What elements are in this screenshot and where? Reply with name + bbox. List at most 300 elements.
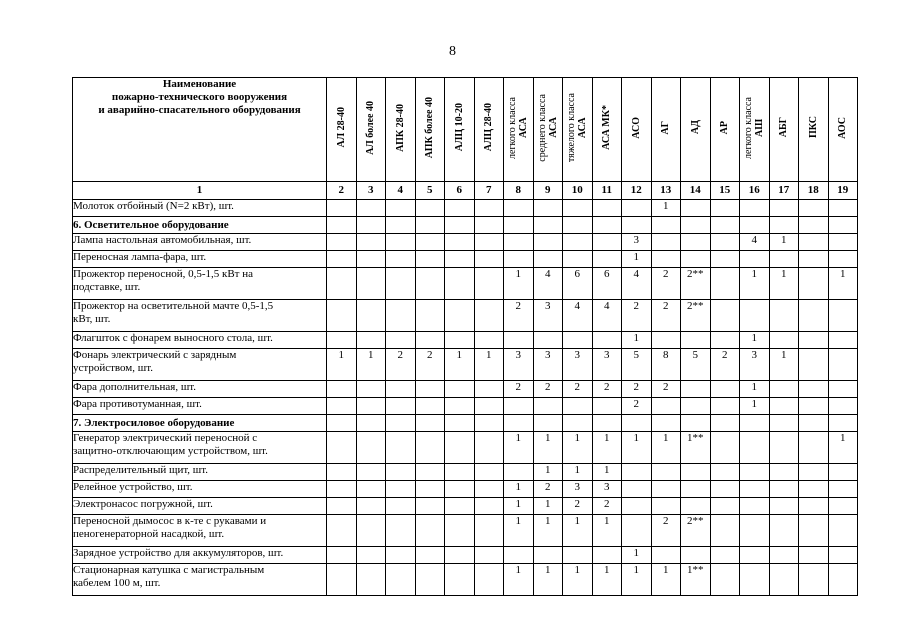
section-row (73, 415, 858, 432)
item-name-line: Прожектор переносной, 0,5-1,5 кВт на (73, 268, 254, 280)
table-cell (681, 415, 711, 432)
quantity-cell (799, 268, 829, 300)
quantity-cell (651, 251, 681, 268)
column-number: 6 (445, 182, 475, 200)
item-name (73, 515, 327, 547)
table-cell (799, 217, 829, 234)
item-name-line: Генератор электрический переносной с (73, 432, 258, 444)
column-header-line: легкого класса (507, 96, 519, 159)
quantity-cell (356, 547, 386, 564)
column-number: 4 (386, 182, 416, 200)
quantity-cell (474, 300, 504, 332)
quantity-cell (445, 432, 475, 464)
table-cell (622, 217, 652, 234)
quantity-cell (681, 234, 711, 251)
quantity-cell (327, 547, 357, 564)
quantity-cell (533, 332, 563, 349)
quantity-cell: 3 (533, 300, 563, 332)
quantity-cell (415, 234, 445, 251)
quantity-cell (622, 200, 652, 217)
quantity-cell (681, 481, 711, 498)
item-name (73, 251, 327, 268)
quantity-cell (799, 200, 829, 217)
quantity-cell: 1 (828, 268, 858, 300)
quantity-cell (799, 332, 829, 349)
quantity-cell (828, 464, 858, 481)
quantity-cell (356, 498, 386, 515)
quantity-cell (622, 464, 652, 481)
quantity-cell (504, 200, 534, 217)
section-title: 7. Электросиловое оборудование (73, 415, 327, 432)
table-cell (563, 217, 593, 234)
quantity-cell: 4 (592, 300, 622, 332)
column-header (386, 78, 416, 182)
item-name (73, 332, 327, 349)
table-cell (622, 415, 652, 432)
table-row (73, 464, 858, 481)
quantity-cell: 2 (563, 498, 593, 515)
quantity-cell (828, 381, 858, 398)
column-header-label (507, 97, 529, 159)
column-number: 16 (740, 182, 770, 200)
column-header-line: АЛЦ 10-20 (453, 103, 465, 152)
quantity-cell: 1 (740, 332, 770, 349)
quantity-cell (445, 332, 475, 349)
quantity-cell (386, 381, 416, 398)
quantity-cell (533, 200, 563, 217)
quantity-cell (327, 268, 357, 300)
quantity-cell (415, 547, 445, 564)
header-name-line: и аварийно-спасательного оборудования (98, 104, 301, 116)
quantity-cell (415, 200, 445, 217)
quantity-cell (681, 398, 711, 415)
quantity-cell (415, 464, 445, 481)
quantity-cell (356, 234, 386, 251)
quantity-cell (504, 251, 534, 268)
quantity-cell (445, 200, 475, 217)
table-cell (327, 415, 357, 432)
quantity-cell (799, 547, 829, 564)
quantity-cell (356, 251, 386, 268)
column-header (769, 78, 799, 182)
quantity-cell: 2 (651, 381, 681, 398)
table-body (73, 200, 858, 596)
quantity-cell (592, 547, 622, 564)
table-cell (474, 415, 504, 432)
column-header-line: АСА (547, 117, 559, 138)
quantity-cell (740, 251, 770, 268)
table-row (73, 349, 858, 381)
quantity-cell (327, 515, 357, 547)
table-cell (415, 415, 445, 432)
column-header-line: АЛЦ 28-40 (483, 103, 495, 152)
quantity-cell: 3 (592, 481, 622, 498)
quantity-cell (799, 564, 829, 596)
quantity-cell (327, 300, 357, 332)
table-cell (740, 415, 770, 432)
quantity-cell: 2** (681, 300, 711, 332)
quantity-cell: 3 (504, 349, 534, 381)
quantity-cell (504, 332, 534, 349)
quantity-cell: 1 (533, 564, 563, 596)
quantity-cell: 6 (592, 268, 622, 300)
quantity-cell (356, 332, 386, 349)
table-cell (592, 415, 622, 432)
quantity-cell: 1 (563, 515, 593, 547)
quantity-cell (710, 398, 740, 415)
item-name-line: кабелем 100 м, шт. (73, 577, 161, 589)
quantity-cell (445, 498, 475, 515)
quantity-cell: 2** (681, 268, 711, 300)
table-cell (563, 415, 593, 432)
quantity-cell: 1 (622, 332, 652, 349)
quantity-cell (828, 398, 858, 415)
quantity-cell: 3 (740, 349, 770, 381)
column-header (592, 78, 622, 182)
quantity-cell (415, 268, 445, 300)
quantity-cell (828, 251, 858, 268)
item-name-line: Зарядное устройство для аккумуляторов, шт. (73, 547, 284, 559)
quantity-cell (356, 432, 386, 464)
column-header-label (365, 101, 376, 155)
item-name-line: Переносной дымосос в к-те с рукавами и (73, 515, 267, 527)
table-cell (828, 217, 858, 234)
quantity-cell (592, 200, 622, 217)
quantity-cell (504, 234, 534, 251)
quantity-cell: 2 (710, 349, 740, 381)
quantity-cell (799, 234, 829, 251)
item-name-line: Электронасос погружной, шт. (73, 498, 213, 510)
quantity-cell: 1 (356, 349, 386, 381)
quantity-cell (386, 300, 416, 332)
quantity-cell (769, 381, 799, 398)
column-header-line: АПК более 40 (424, 96, 436, 159)
quantity-cell (445, 547, 475, 564)
column-header-label (454, 103, 465, 151)
quantity-cell: 1 (769, 349, 799, 381)
table-row (73, 332, 858, 349)
column-number: 2 (327, 182, 357, 200)
quantity-cell: 2 (563, 381, 593, 398)
quantity-cell (799, 464, 829, 481)
quantity-cell (504, 464, 534, 481)
quantity-cell (386, 432, 416, 464)
quantity-cell (474, 498, 504, 515)
quantity-cell (681, 251, 711, 268)
header-name-cell (73, 78, 327, 182)
quantity-cell: 2 (622, 381, 652, 398)
quantity-cell (327, 332, 357, 349)
quantity-cell (327, 251, 357, 268)
quantity-cell (327, 432, 357, 464)
column-number: 10 (563, 182, 593, 200)
quantity-cell (681, 498, 711, 515)
quantity-cell: 2 (592, 381, 622, 398)
quantity-cell (710, 498, 740, 515)
quantity-cell (415, 332, 445, 349)
item-name-line: Релейное устройство, шт. (73, 481, 193, 493)
table-cell (681, 217, 711, 234)
quantity-cell (769, 432, 799, 464)
quantity-cell: 8 (651, 349, 681, 381)
item-name (73, 234, 327, 251)
column-header (799, 78, 829, 182)
item-name (73, 381, 327, 398)
quantity-cell (681, 547, 711, 564)
quantity-cell (415, 381, 445, 398)
quantity-cell (651, 481, 681, 498)
quantity-cell: 1 (504, 515, 534, 547)
quantity-cell: 2 (622, 398, 652, 415)
quantity-cell (386, 234, 416, 251)
quantity-cell: 1 (622, 564, 652, 596)
quantity-cell (592, 332, 622, 349)
table-row (73, 547, 858, 564)
quantity-cell (445, 268, 475, 300)
quantity-cell (681, 200, 711, 217)
quantity-cell: 1** (681, 564, 711, 596)
column-number: 15 (710, 182, 740, 200)
quantity-cell (445, 398, 475, 415)
column-header (563, 78, 593, 182)
quantity-cell (740, 464, 770, 481)
table-cell (474, 217, 504, 234)
table-cell (828, 415, 858, 432)
quantity-cell (710, 381, 740, 398)
quantity-cell (799, 398, 829, 415)
column-header-label (336, 107, 347, 148)
quantity-cell: 2 (533, 481, 563, 498)
quantity-cell (799, 349, 829, 381)
item-name-line: Фонарь электрический с зарядным (73, 349, 237, 361)
quantity-cell: 5 (622, 349, 652, 381)
quantity-cell (740, 300, 770, 332)
quantity-cell: 2 (592, 498, 622, 515)
quantity-cell (799, 515, 829, 547)
quantity-cell (386, 481, 416, 498)
column-header (533, 78, 563, 182)
quantity-cell (740, 481, 770, 498)
quantity-cell: 1 (592, 464, 622, 481)
item-name-line: пеногенераторной насадкой, шт. (73, 528, 225, 540)
column-header (474, 78, 504, 182)
quantity-cell: 4 (533, 268, 563, 300)
table-row (73, 234, 858, 251)
quantity-cell (563, 234, 593, 251)
quantity-cell (356, 300, 386, 332)
quantity-cell (445, 381, 475, 398)
column-header-line: АСА МК* (601, 105, 613, 150)
quantity-cell (356, 481, 386, 498)
quantity-cell (828, 234, 858, 251)
item-name-line: Стационарная катушка с магистральным (73, 564, 265, 576)
quantity-cell (356, 381, 386, 398)
item-name-line: Фара дополнительная, шт. (73, 381, 197, 393)
column-header-label (395, 104, 406, 152)
table-cell (769, 217, 799, 234)
quantity-cell: 1 (533, 498, 563, 515)
quantity-cell (327, 398, 357, 415)
quantity-cell (445, 564, 475, 596)
quantity-cell: 1 (533, 432, 563, 464)
quantity-cell (769, 515, 799, 547)
column-header-label (719, 121, 730, 134)
quantity-cell: 2** (681, 515, 711, 547)
column-header-line: АЛ 28-40 (335, 107, 347, 148)
quantity-cell (563, 251, 593, 268)
quantity-cell: 1 (592, 564, 622, 596)
quantity-cell (681, 332, 711, 349)
quantity-cell (681, 464, 711, 481)
table-cell (769, 415, 799, 432)
quantity-cell (474, 332, 504, 349)
table-row (73, 381, 858, 398)
item-name-line: подставке, шт. (73, 281, 141, 293)
quantity-cell: 2 (415, 349, 445, 381)
column-number: 7 (474, 182, 504, 200)
quantity-cell (474, 481, 504, 498)
quantity-cell (769, 564, 799, 596)
item-name-line: Лампа настольная автомобильная, шт. (73, 234, 252, 246)
quantity-cell (415, 515, 445, 547)
quantity-cell (740, 200, 770, 217)
quantity-cell (327, 464, 357, 481)
table-cell (740, 217, 770, 234)
quantity-cell (828, 498, 858, 515)
quantity-cell (327, 498, 357, 515)
item-name (73, 398, 327, 415)
quantity-cell: 1 (504, 498, 534, 515)
column-header (740, 78, 770, 182)
quantity-cell (592, 234, 622, 251)
quantity-cell (828, 349, 858, 381)
quantity-cell (474, 251, 504, 268)
table-header (73, 78, 858, 200)
quantity-cell: 1 (769, 268, 799, 300)
column-header-line: среднего класса (536, 93, 548, 162)
column-header (415, 78, 445, 182)
quantity-cell: 2 (504, 381, 534, 398)
quantity-cell: 3 (563, 349, 593, 381)
item-name (73, 268, 327, 300)
table-cell (592, 217, 622, 234)
quantity-cell (740, 515, 770, 547)
column-number: 19 (828, 182, 858, 200)
quantity-cell (710, 515, 740, 547)
quantity-cell (445, 251, 475, 268)
quantity-cell: 1 (622, 432, 652, 464)
quantity-cell (386, 498, 416, 515)
quantity-cell (710, 564, 740, 596)
table-cell (710, 415, 740, 432)
quantity-cell (474, 432, 504, 464)
column-header-line: АСА (577, 117, 589, 138)
column-header-line: АД (689, 120, 701, 135)
column-header (504, 78, 534, 182)
quantity-cell (769, 481, 799, 498)
quantity-cell: 1 (651, 432, 681, 464)
quantity-cell (356, 564, 386, 596)
table-row (73, 481, 858, 498)
item-name (73, 564, 327, 596)
quantity-cell (651, 498, 681, 515)
quantity-cell (327, 200, 357, 217)
table-cell (651, 415, 681, 432)
quantity-cell (622, 515, 652, 547)
quantity-cell (622, 498, 652, 515)
table-row (73, 498, 858, 515)
column-header-line: АОС (837, 116, 849, 139)
column-header-label (566, 93, 588, 162)
column-header-line: АБГ (778, 117, 790, 138)
column-header-label (537, 94, 559, 162)
quantity-cell (474, 515, 504, 547)
item-name (73, 349, 327, 381)
section-row (73, 217, 858, 234)
item-name (73, 464, 327, 481)
quantity-cell (651, 464, 681, 481)
quantity-cell (415, 481, 445, 498)
table-cell (445, 217, 475, 234)
item-name (73, 481, 327, 498)
quantity-cell: 2 (533, 381, 563, 398)
quantity-cell (651, 332, 681, 349)
column-header (681, 78, 711, 182)
quantity-cell (445, 481, 475, 498)
quantity-cell: 1 (740, 398, 770, 415)
quantity-cell (415, 251, 445, 268)
quantity-cell: 1 (474, 349, 504, 381)
quantity-cell (828, 481, 858, 498)
column-header-label (743, 97, 765, 159)
quantity-cell (769, 498, 799, 515)
quantity-cell (799, 300, 829, 332)
quantity-cell (622, 481, 652, 498)
quantity-cell (740, 547, 770, 564)
item-name-line: устройством, шт. (73, 362, 153, 374)
section-title: 6. Осветительное оборудование (73, 217, 327, 234)
quantity-cell: 2 (651, 515, 681, 547)
quantity-cell: 2 (504, 300, 534, 332)
quantity-cell (356, 464, 386, 481)
column-header-label (808, 116, 819, 138)
quantity-cell: 1 (651, 564, 681, 596)
quantity-cell (563, 398, 593, 415)
quantity-cell (386, 200, 416, 217)
quantity-cell: 1 (769, 234, 799, 251)
column-number: 1 (73, 182, 327, 200)
item-name-line: Флагшток с фонарем выносного стола, шт. (73, 332, 273, 344)
quantity-cell (769, 200, 799, 217)
quantity-cell (415, 564, 445, 596)
quantity-cell: 1 (327, 349, 357, 381)
quantity-cell (533, 398, 563, 415)
quantity-cell (356, 200, 386, 217)
column-number: 3 (356, 182, 386, 200)
quantity-cell: 2 (622, 300, 652, 332)
quantity-cell: 1 (445, 349, 475, 381)
item-name (73, 547, 327, 564)
column-header-label (778, 117, 789, 137)
table-cell (356, 217, 386, 234)
column-number: 5 (415, 182, 445, 200)
item-name (73, 300, 327, 332)
quantity-cell: 1 (622, 251, 652, 268)
column-header (356, 78, 386, 182)
quantity-cell (415, 398, 445, 415)
quantity-cell: 6 (563, 268, 593, 300)
quantity-cell: 1 (740, 381, 770, 398)
